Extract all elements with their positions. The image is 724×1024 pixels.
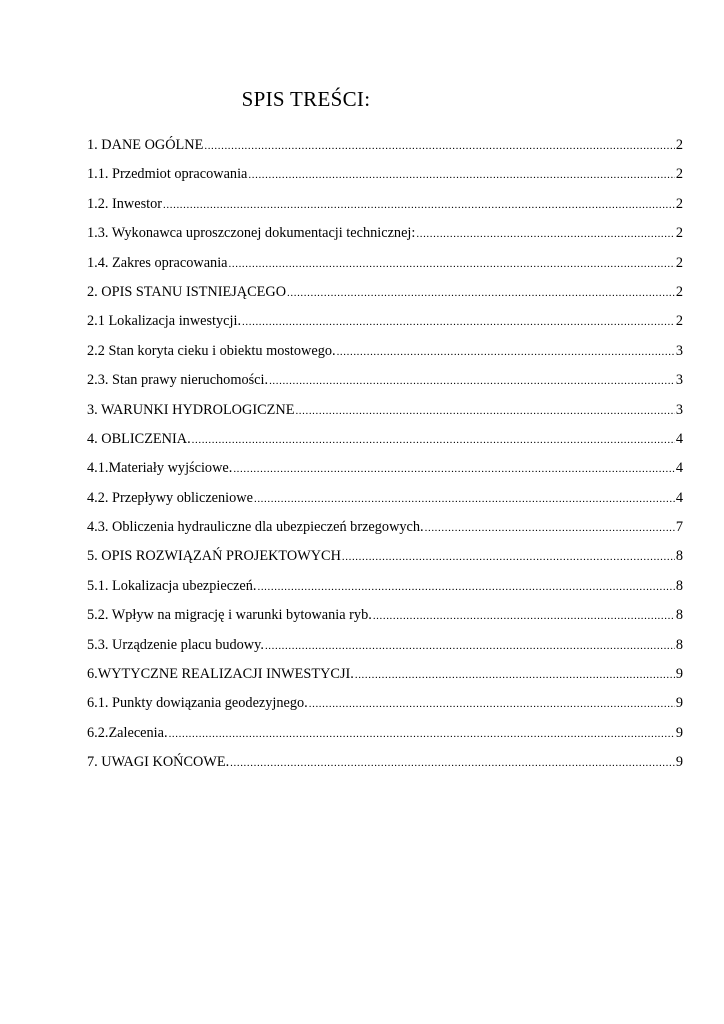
toc-entry[interactable] xyxy=(87,160,683,189)
toc-entry[interactable] xyxy=(87,454,683,483)
toc-entry[interactable] xyxy=(87,219,683,248)
toc-entry-label: 2.3. Stan prawy nieruchomości. xyxy=(87,372,269,389)
toc-entry-page-number: 9 xyxy=(675,754,683,771)
toc-entry[interactable] xyxy=(87,631,683,660)
toc-title: SPIS TREŚCI: xyxy=(241,87,371,111)
toc-entry[interactable] xyxy=(87,425,683,454)
toc-dot-leader xyxy=(169,729,675,740)
toc-entry-label: 1. DANE OGÓLNE xyxy=(87,137,204,153)
toc-entry[interactable] xyxy=(87,249,683,278)
toc-dot-leader xyxy=(257,582,674,593)
toc-entry[interactable] xyxy=(87,513,683,542)
toc-entry-page-number: 9 xyxy=(675,724,683,741)
toc-entry[interactable] xyxy=(87,366,683,395)
toc-dot-leader xyxy=(373,611,675,622)
toc-entry[interactable] xyxy=(87,689,683,718)
toc-list xyxy=(87,131,683,778)
toc-dot-leader xyxy=(355,670,675,681)
toc-entry-page-number: 7 xyxy=(675,519,683,536)
toc-entry-label: 3. WARUNKI HYDROLOGICZNE xyxy=(87,401,295,418)
toc-entry[interactable] xyxy=(87,660,683,689)
toc-entry[interactable] xyxy=(87,601,683,630)
toc-entry-page-number: 2 xyxy=(675,166,683,183)
toc-entry-page-number: 3 xyxy=(675,401,683,418)
toc-entry-label: 4. OBLICZENIA. xyxy=(87,430,191,447)
toc-dot-leader xyxy=(204,141,675,152)
toc-dot-leader xyxy=(192,435,675,446)
toc-dot-leader xyxy=(342,552,675,563)
toc-entry-page-number: 8 xyxy=(675,577,683,594)
toc-entry-page-number: 3 xyxy=(675,342,683,359)
toc-entry-page-number: 9 xyxy=(675,695,683,712)
toc-entry-page-number: 8 xyxy=(675,636,683,653)
toc-entry-page-number: 3 xyxy=(675,372,683,389)
toc-entry-label: 5.1. Lokalizacja ubezpieczeń. xyxy=(87,577,257,594)
toc-entry-page-number: 4 xyxy=(675,430,683,447)
toc-dot-leader xyxy=(163,200,675,211)
toc-dot-leader xyxy=(229,259,675,270)
toc-dot-leader xyxy=(265,641,675,652)
toc-entry-page-number: 2 xyxy=(675,195,683,212)
toc-entry-label: 6.1. Punkty dowiązania geodezyjnego. xyxy=(87,695,308,712)
toc-entry[interactable] xyxy=(87,572,683,601)
toc-entry-page-number: 9 xyxy=(675,666,683,683)
toc-entry-page-number: 2 xyxy=(675,313,683,330)
toc-dot-leader xyxy=(230,758,675,769)
toc-entry-page-number: 2 xyxy=(675,225,683,242)
toc-entry-label: 4.1.Materiały wyjściowe. xyxy=(87,460,233,477)
toc-entry-page-number: 8 xyxy=(675,607,683,624)
toc-entry[interactable] xyxy=(87,278,683,307)
toc-entry[interactable] xyxy=(87,719,683,748)
toc-entry-page-number: 2 xyxy=(675,254,683,271)
toc-dot-leader xyxy=(295,406,674,417)
toc-entry[interactable] xyxy=(87,484,683,513)
toc-entry-label: 5. OPIS ROZWIĄZAŃ PROJEKTOWYCH xyxy=(87,548,341,565)
toc-dot-leader xyxy=(248,170,674,181)
toc-entry[interactable] xyxy=(87,542,683,571)
toc-dot-leader xyxy=(254,494,675,505)
toc-entry-page-number: 8 xyxy=(675,548,683,565)
toc-dot-leader xyxy=(309,699,675,710)
toc-entry-page-number: 2 xyxy=(675,137,683,153)
toc-entry-label: 7. UWAGI KOŃCOWE. xyxy=(87,754,230,771)
toc-entry-label: 2.2 Stan koryta cieku i obiektu mostowego. xyxy=(87,342,336,359)
toc-dot-leader xyxy=(287,288,675,299)
toc-entry-label: 6.WYTYCZNE REALIZACJI INWESTYCJI. xyxy=(87,666,354,683)
toc-entry-label: 5.2. Wpływ na migrację i warunki bytowania ryb. xyxy=(87,607,372,624)
toc-entry-label: 1.1. Przedmiot opracowania xyxy=(87,166,248,183)
toc-entry[interactable] xyxy=(87,131,683,160)
toc-entry-label: 1.4. Zakres opracowania xyxy=(87,254,228,271)
toc-dot-leader xyxy=(269,376,675,387)
toc-entry-label: 4.2. Przepływy obliczeniowe xyxy=(87,489,253,506)
toc-dot-leader xyxy=(425,523,675,534)
toc-entry-page-number: 4 xyxy=(675,460,683,477)
toc-dot-leader xyxy=(416,229,674,240)
toc-entry-label: 2. OPIS STANU ISTNIEJĄCEGO xyxy=(87,283,287,300)
toc-dot-leader xyxy=(242,317,675,328)
toc-entry-label: 6.2.Zalecenia. xyxy=(87,724,168,741)
toc-entry-label: 5.3. Urządzenie placu budowy. xyxy=(87,636,264,653)
toc-entry-page-number: 4 xyxy=(675,489,683,506)
toc-entry[interactable] xyxy=(87,307,683,336)
toc-entry[interactable] xyxy=(87,396,683,425)
toc-entry-label: 1.2. Inwestor xyxy=(87,195,163,212)
toc-entry[interactable] xyxy=(87,190,683,219)
toc-entry-page-number: 2 xyxy=(675,283,683,300)
toc-entry[interactable] xyxy=(87,337,683,366)
toc-entry-label: 4.3. Obliczenia hydrauliczne dla ubezpieczeń brzegowych. xyxy=(87,519,424,536)
toc-entry-label: 2.1 Lokalizacja inwestycji. xyxy=(87,313,242,330)
toc-dot-leader xyxy=(337,347,675,358)
toc-entry-label: 1.3. Wykonawca uproszczonej dokumentacji technicznej: xyxy=(87,225,416,242)
toc-dot-leader xyxy=(233,464,675,475)
toc-entry[interactable] xyxy=(87,748,683,777)
